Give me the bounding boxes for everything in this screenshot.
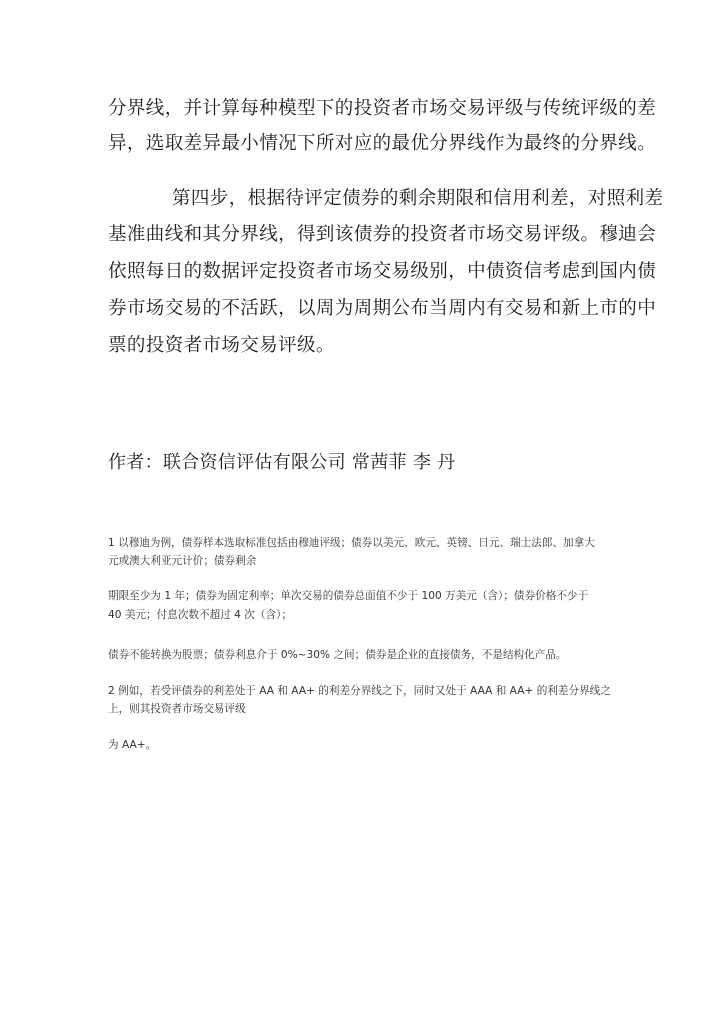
footnote-2-line-3: 为 AA+。 [108, 739, 157, 751]
footnote-1-line-4: 40 美元；付息次数不超过 4 次（含）； [108, 609, 292, 621]
footnote-1-line-1: 1 以穆迪为例，债券样本选取标准包括由穆迪评级；债券以美元、欧元、英镑、日元、瑞士法郎、加拿大 [108, 537, 595, 549]
footnote-1-line-5: 债券不能转换为股票；债券利息介于 0%~30% 之间；债券是企业的直接债务，不是结构化产品。 [108, 649, 567, 661]
paragraph-2-line-5: 票的投资者市场交易评级。 [108, 335, 335, 356]
paragraph-1-line-1: 分界线，并计算每种模型下的投资者市场交易评级与传统评级的差 [108, 98, 657, 119]
paragraph-2-line-1: 第四步，根据待评定债券的剩余期限和信用利差，对照利差 [172, 188, 664, 209]
footnote-2-line-1: 2 例如，若受评债券的利差处于 AA 和 AA+ 的利差分界线之下，同时又处于 AAA 和 AA+ 的利差分界线之 [108, 685, 611, 697]
paragraph-2-line-2: 基准曲线和其分界线，得到该债券的投资者市场交易评级。穆迪会 [108, 224, 657, 245]
paragraph-2-line-4: 券市场交易的不活跃，以周为周期公布当周内有交易和新上市的中 [108, 298, 657, 319]
paragraph-2-line-3: 依照每日的数据评定投资者市场交易级别，中债资信考虑到国内债 [108, 261, 657, 282]
footnote-2-line-2: 上，则其投资者市场交易评级 [108, 703, 246, 715]
footnote-1-line-3: 期限至少为 1 年；债券为固定利率；单次交易的债券总面值不少于 100 万美元（含）；债券价格不少于 [108, 590, 589, 602]
footnote-1-line-2: 元或澳大利亚元计价；债券剩余 [108, 555, 257, 567]
author-byline: 作者：联合资信评估有限公司 常茜菲 李 丹 [108, 452, 456, 473]
paragraph-1-line-2: 异，选取差异最小情况下所对应的最优分界线作为最终的分界线。 [108, 133, 657, 154]
